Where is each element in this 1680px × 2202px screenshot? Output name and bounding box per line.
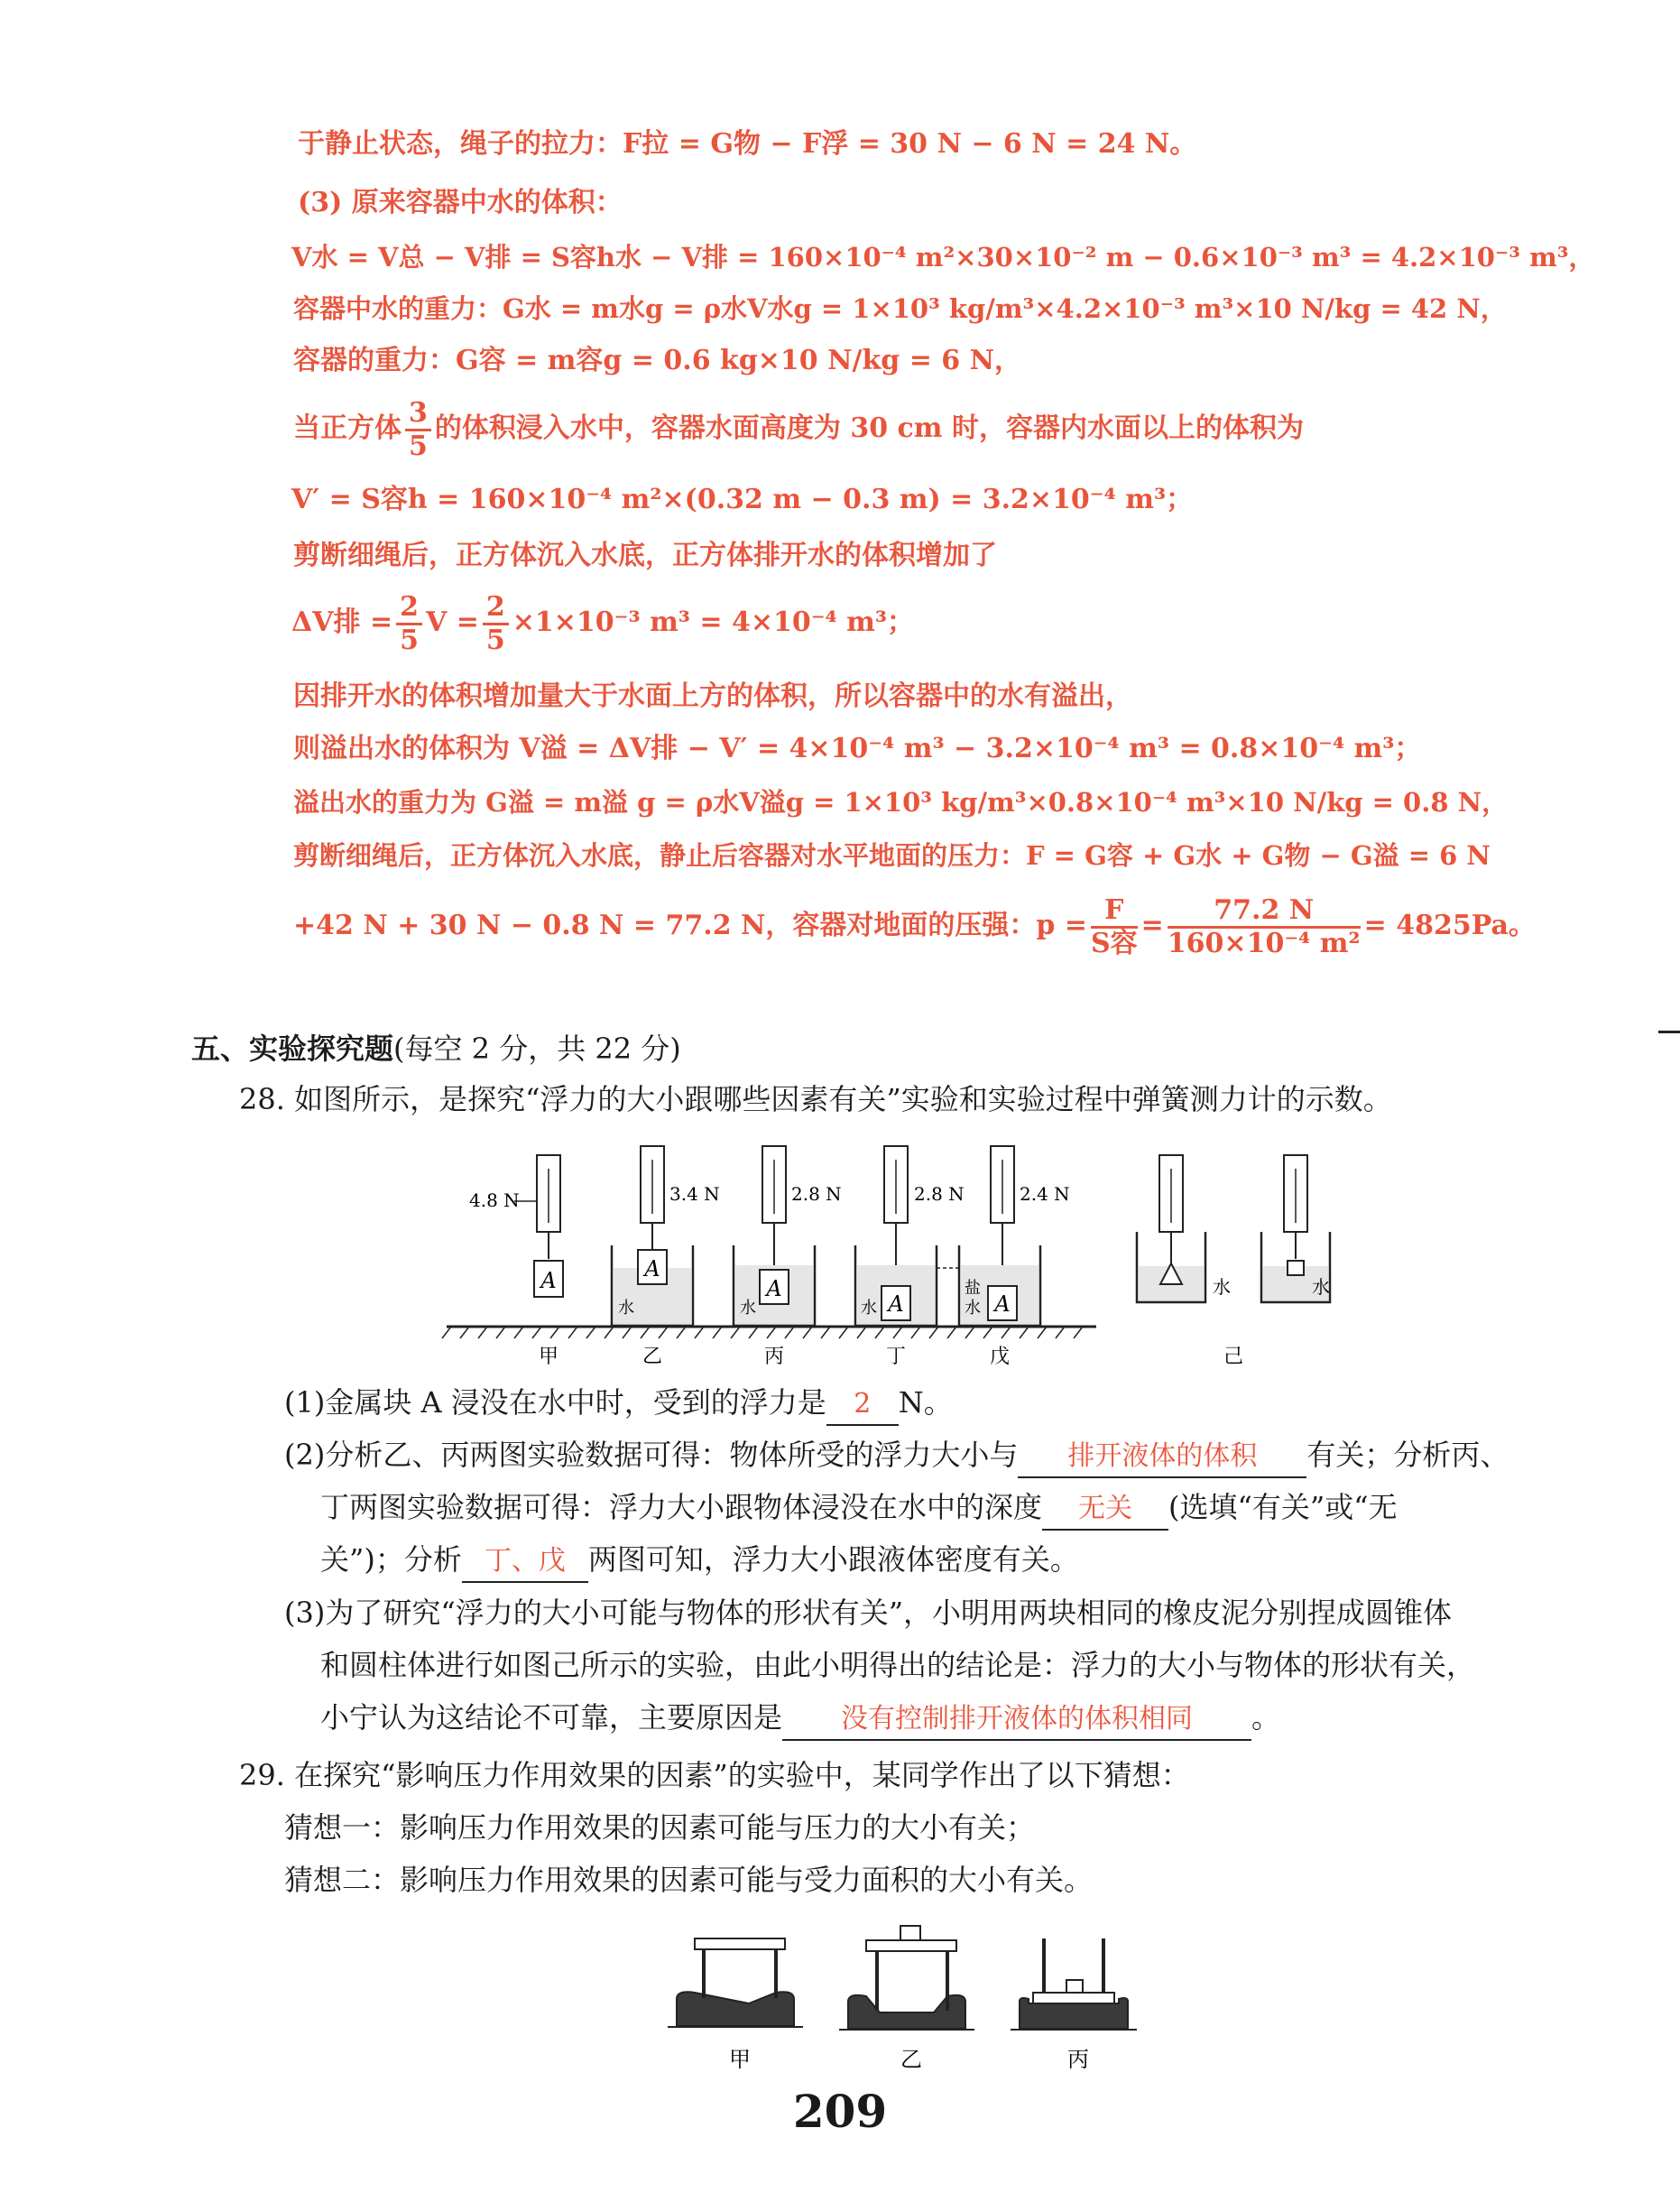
q28-part1-text: (1)金属块 A 浸没在水中时，受到的浮力是 <box>284 1385 826 1420</box>
fraction-2-5-a <box>396 592 422 656</box>
reading-wu: 2.4 N <box>1020 1183 1070 1205</box>
q28-part2-text-f: 两图可知，浮力大小跟液体密度有关。 <box>587 1542 1079 1577</box>
q28-part1-unit: N。 <box>898 1385 953 1420</box>
q28-part3-line3 <box>320 1698 1280 1741</box>
salt-label: 盐 <box>965 1279 981 1298</box>
label-wu: 戊 <box>989 1346 1011 1368</box>
solution-line-8: 剪断细绳后，正方体沉入水底，正方体排开水的体积增加了 <box>293 540 997 571</box>
q28-part3-text-c: 小宁认为这结论不可靠，主要原因是 <box>320 1700 783 1735</box>
label-ji: 己 <box>1223 1346 1244 1368</box>
solution-line-13: 剪断细绳后，正方体沉入水底，静止后容器对水平地面的压力：F = G容 + G水 + G物 − G溢 = 6 N <box>293 840 1491 871</box>
solution-line-14-eq: = <box>1140 910 1164 941</box>
margin-mark <box>1658 1031 1680 1033</box>
solution-line-7: V′ = S容h = 160×10⁻⁴ m²×(0.32 m − 0.3 m) = 3.2×10⁻⁴ m³； <box>291 484 1194 515</box>
page-number: 209 <box>792 2085 888 2138</box>
block-label: A <box>540 1268 557 1293</box>
water-label: 水 <box>1312 1276 1330 1298</box>
section-title: 五、实验探究题 <box>191 1032 394 1066</box>
solution-line-14-pre: +42 N + 30 N − 0.8 N = 77.2 N，容器对地面的压强：p = <box>293 910 1087 941</box>
fraction-3-5 <box>405 398 431 462</box>
solution-line-12: 溢出水的重力为 G溢 = m溢 g = ρ水V溢g = 1×10³ kg/m³×0.8×10⁻⁴ m³×10 N/kg = 0.8 N， <box>293 787 1509 818</box>
fraction-numerator: 2 <box>483 592 509 625</box>
solution-line-14 <box>293 893 1536 959</box>
q28-part3-line1: (3)为了研究“浮力的大小可能与物体的形状有关”，小明用两块相同的橡皮泥分别捏成圆锥体 <box>284 1596 1453 1630</box>
solution-line-6 <box>293 397 1304 462</box>
fraction-denominator: 5 <box>400 624 420 656</box>
fraction-denominator: 5 <box>409 430 428 462</box>
answer-blank-5[interactable]: 没有控制排开液体的体积相同 <box>782 1699 1251 1741</box>
label-jia: 甲 <box>538 1346 559 1368</box>
q28-part3-line2: 和圆柱体进行如图己所示的实验，由此小明得出的结论是：浮力的大小与物体的形状有关， <box>320 1648 1476 1682</box>
block-label: A <box>888 1291 904 1317</box>
sponge-jia <box>668 1938 803 2027</box>
solution-line-6-post: 的体积浸入水中，容器水面高度为 30 cm 时，容器内水面以上的体积为 <box>434 412 1304 444</box>
water-label: 水 <box>618 1299 634 1318</box>
q28-part2-line2 <box>320 1487 1398 1531</box>
solution-line-9-pre: ΔV排 = <box>291 606 393 638</box>
fraction-denominator: 160×10⁻⁴ m² <box>1167 927 1361 959</box>
solution-line-11: 则溢出水的体积为 V溢 = ΔV排 − V′ = 4×10⁻⁴ m³ − 3.2×10⁻⁴ m³ = 0.8×10⁻⁴ m³； <box>293 733 1422 764</box>
water-label: 水 <box>861 1299 877 1318</box>
answer-blank-4[interactable]: 丁、戊 <box>462 1541 588 1583</box>
q28-part3-end: 。 <box>1251 1700 1281 1735</box>
fraction-2-5-b <box>483 592 509 656</box>
q28-part2-text-e: 关”)；分析 <box>320 1542 462 1577</box>
fraction-numerator: F <box>1091 895 1138 929</box>
setup-wu <box>937 1146 1070 1326</box>
solution-line-6-pre: 当正方体 <box>293 412 402 444</box>
reading-yi: 3.4 N <box>669 1183 720 1205</box>
solution-line-1: 于静止状态，绳子的拉力：F拉 = G物 − F浮 = 30 N − 6 N = 24 N。 <box>298 128 1197 160</box>
reading-ding: 2.8 N <box>914 1183 965 1205</box>
answer-blank-2[interactable]: 排开液体的体积 <box>1018 1437 1306 1478</box>
reading-bing: 2.8 N <box>791 1183 842 1205</box>
q28-part1 <box>284 1383 953 1426</box>
setup-ji <box>1137 1155 1330 1302</box>
q28-figure <box>433 1133 1335 1372</box>
q29-stem: 29. 在探究“影响压力作用效果的因素”的实验中，某同学作出了以下猜想： <box>239 1758 1190 1792</box>
section-note: (每空 2 分，共 22 分) <box>393 1032 681 1066</box>
fraction-numerator: 2 <box>396 592 422 625</box>
fraction-denominator: 5 <box>485 624 505 656</box>
q28-part2-text-c: 丁两图实验数据可得：浮力大小跟物体浸没在水中的深度 <box>320 1490 1043 1524</box>
q28-part2-line1 <box>284 1435 1509 1478</box>
q28-part2-line3 <box>320 1540 1079 1583</box>
setup-jia <box>469 1155 563 1297</box>
fraction-denominator: S容 <box>1091 927 1138 959</box>
q28-stem: 28. 如图所示，是探究“浮力的大小跟哪些因素有关”实验和实验过程中弹簧测力计的示数。 <box>239 1082 1392 1116</box>
sponge-bing <box>1011 1938 1137 2030</box>
section-heading <box>191 1029 681 1069</box>
fraction-numerator: 3 <box>405 398 431 431</box>
label-bing: 丙 <box>1067 2047 1089 2072</box>
label-ding: 丁 <box>885 1346 907 1368</box>
sponge-yi <box>839 1926 974 2030</box>
solution-line-2: (3) 原来容器中水的体积： <box>298 187 623 218</box>
block-label: A <box>994 1291 1011 1317</box>
answer-blank-3[interactable]: 无关 <box>1042 1489 1168 1531</box>
solution-line-9-mid: V = <box>426 606 479 638</box>
water-label: 水 <box>965 1299 981 1318</box>
setup-bing <box>734 1146 842 1326</box>
solution-line-5: 容器的重力：G容 = m容g = 0.6 kg×10 N/kg = 6 N， <box>293 345 1022 376</box>
solution-line-9 <box>291 591 914 656</box>
fraction-numerator: 77.2 N <box>1168 895 1361 929</box>
q28-part2-text-b: 有关；分析丙、 <box>1306 1438 1509 1472</box>
solution-line-4: 容器中水的重力：G水 = m水g = ρ水V水g = 1×10³ kg/m³×4.2×10⁻³ m³×10 N/kg = 42 N， <box>293 293 1507 324</box>
fraction-F-over-S <box>1091 895 1138 959</box>
q29-figure <box>668 1913 1173 2076</box>
label-bing: 丙 <box>763 1346 785 1368</box>
answer-blank-1[interactable]: 2 <box>826 1384 899 1426</box>
q28-part2-text-d: (选填“有关”或“无 <box>1168 1490 1398 1524</box>
water-label: 水 <box>740 1299 756 1318</box>
block-label: A <box>766 1276 782 1301</box>
block-label: A <box>644 1256 660 1281</box>
fraction-pressure <box>1168 895 1361 959</box>
q29-guess-2: 猜想二：影响压力作用效果的因素可能与受力面积的大小有关。 <box>284 1863 1094 1897</box>
label-jia: 甲 <box>729 2047 751 2072</box>
solution-line-14-post: = 4825Pa。 <box>1363 910 1536 941</box>
solution-line-10: 因排开水的体积增加量大于水面上方的体积，所以容器中的水有溢出， <box>293 680 1132 712</box>
solution-line-9-post: ×1×10⁻³ m³ = 4×10⁻⁴ m³； <box>512 606 915 638</box>
solution-line-3: V水 = V总 − V排 = S容h水 − V排 = 160×10⁻⁴ m²×30×10⁻² m − 0.6×10⁻³ m³ = 4.2×10⁻³ m³， <box>291 242 1595 273</box>
q28-part2-text-a: (2)分析乙、丙两图实验数据可得：物体所受的浮力大小与 <box>284 1438 1019 1472</box>
reading-jia: 4.8 N <box>469 1189 520 1211</box>
setup-ding <box>855 1146 965 1326</box>
water-label: 水 <box>1213 1276 1231 1298</box>
label-yi: 乙 <box>900 2047 922 2072</box>
setup-yi <box>612 1146 720 1326</box>
label-yi: 乙 <box>642 1346 663 1368</box>
q29-guess-1: 猜想一：影响压力作用效果的因素可能与压力的大小有关； <box>284 1810 1036 1845</box>
